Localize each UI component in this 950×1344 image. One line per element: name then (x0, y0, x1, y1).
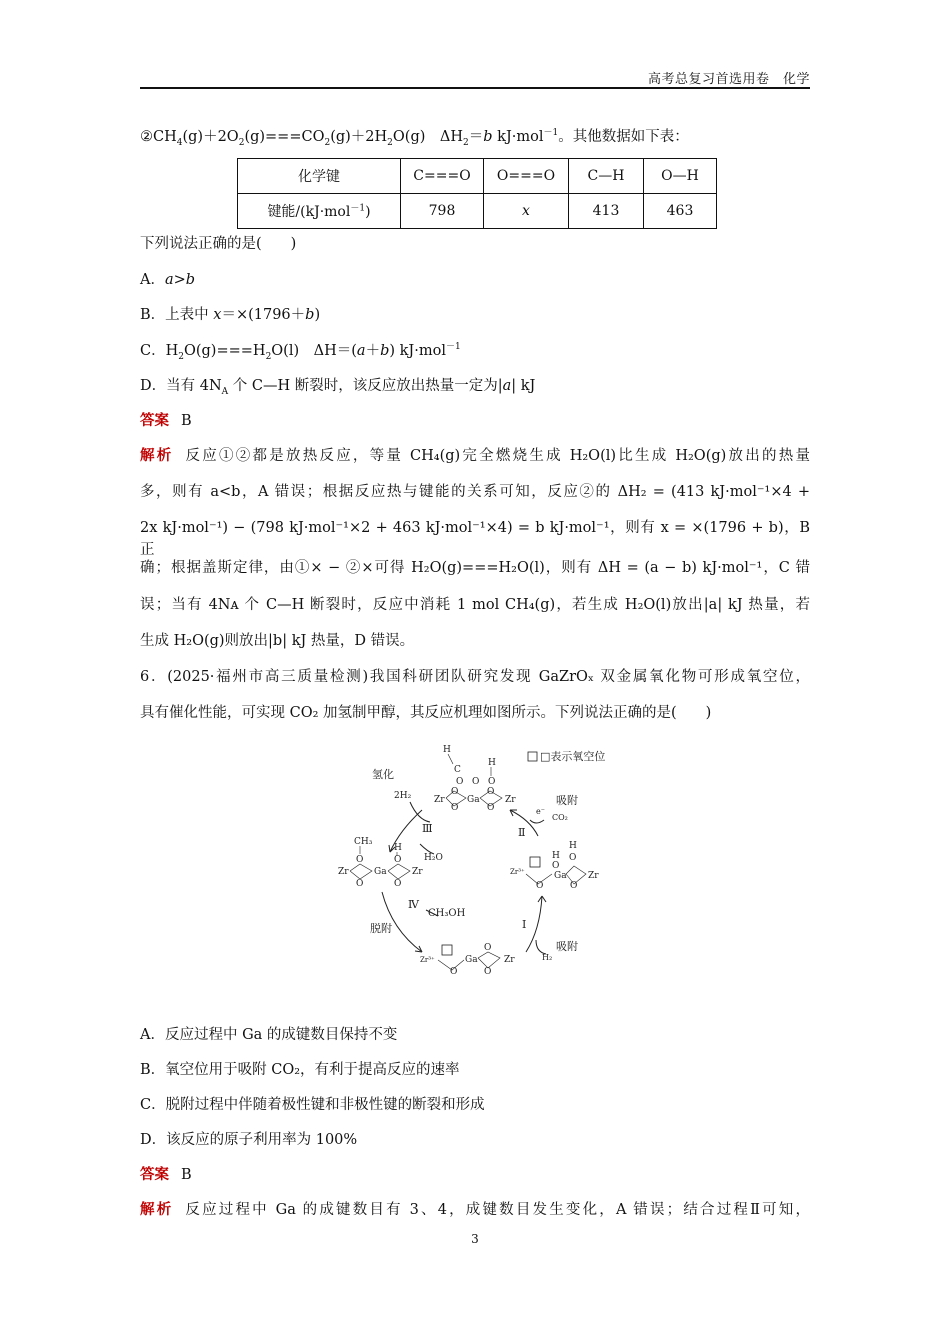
svg-text:Zr: Zr (412, 867, 423, 877)
svg-text:Ga: Ga (374, 867, 387, 877)
svg-text:Zr: Zr (588, 871, 599, 881)
svg-text:Zr³⁺: Zr³⁺ (510, 868, 525, 876)
right-structure (510, 841, 599, 891)
svg-text:O: O (456, 777, 464, 787)
svg-text:O: O (484, 943, 492, 953)
option-a: A．a>b (140, 272, 196, 288)
svg-text:O: O (552, 861, 560, 871)
h2-reagent-label-2: H₂ (542, 953, 553, 962)
svg-text:Zr: Zr (504, 955, 515, 965)
svg-text:O: O (570, 881, 578, 891)
svg-text:Zr: Zr (338, 867, 349, 877)
svg-text:O: O (451, 803, 459, 813)
equation-2: $②CH_4(g)+2O_2(g)===CO_2(g)+2H_2O(g)$ $\Delta H_2=b$ kJ·mol$^{-1}$。其他数据如下表： (140, 128, 689, 148)
svg-text:H: H (552, 851, 560, 861)
step-2-label: Ⅱ (518, 826, 526, 839)
svg-text:O: O (472, 777, 480, 787)
svg-text:H: H (443, 745, 451, 755)
reaction-mechanism-diagram (330, 740, 630, 990)
step-4-label: Ⅳ (408, 898, 419, 911)
table-cell: 463 (644, 194, 717, 229)
methanol-product-label: CH₃OH (428, 908, 466, 919)
table-header-cell: C===O (401, 159, 484, 194)
svg-text:Zr: Zr (505, 795, 516, 805)
svg-text:O: O (451, 787, 459, 797)
q6-option-d: D．该反应的原子利用率为 100% (140, 1132, 358, 1148)
q6-option-a: A．反应过程中 Ga 的成键数目保持不变 (140, 1027, 398, 1043)
svg-text:O: O (569, 853, 577, 863)
svg-text:H: H (488, 758, 496, 768)
explanation-5-line-1: 解析 反应①②都是放热反应，等量 CH₄(g)完全燃烧生成 H₂O(l)比生成 H₂O(g)放出的热量 (140, 447, 811, 464)
svg-text:H: H (569, 841, 577, 851)
step-1-label: Ⅰ (522, 918, 527, 931)
explanation-5-line-3: 2x kJ·mol⁻¹) − (798 kJ·mol⁻¹×2 + 463 kJ·mol⁻¹×4) = b kJ·mol⁻¹，则有 x = ×(1796 + b)，B 正 (140, 520, 810, 558)
table-cell: x (484, 194, 569, 229)
electron-label: e⁻ (536, 807, 545, 816)
page-header: 高考总复习首选用卷 化学 (647, 72, 810, 87)
svg-text:O: O (536, 881, 544, 891)
cycle-arrows (382, 802, 546, 954)
svg-text:O: O (487, 787, 495, 797)
explanation-5-line-4: 确；根据盖斯定律，由①× − ②×可得 H₂O(g)===H₂O(l)，则有 ΔH = (a − b) kJ·mol⁻¹，C 错 (140, 560, 810, 576)
option-d: D．当有 $4N_A$ 个 C—H 断裂时，该反应放出热量一定为|a| kJ (140, 378, 536, 397)
adsorption-label-2: 吸附 (556, 940, 578, 953)
option-c: C．$H_2O(g)===H_2O(l)$ ΔH＝(a＋b) kJ·mol$^{-1}$ (140, 342, 461, 362)
svg-text:C: C (454, 765, 461, 775)
table-cell: 413 (569, 194, 644, 229)
svg-text:Ga: Ga (465, 955, 478, 965)
table-header-cell: C—H (569, 159, 644, 194)
table-header-cell: 化学键 (238, 159, 401, 194)
svg-text:Zr: Zr (434, 795, 445, 805)
top-structure (434, 745, 516, 813)
left-structure (338, 837, 423, 889)
svg-text:Ga: Ga (554, 871, 567, 881)
explanation-5-line-6: 生成 H₂O(g)则放出|b| kJ 热量，D 错误。 (140, 633, 415, 649)
table-row-label: 键能/(kJ·mol$^{-1}$) (238, 194, 401, 229)
vacancy-legend-icon (528, 752, 537, 761)
bond-energy-table (237, 158, 717, 229)
svg-text:O: O (487, 803, 495, 813)
explanation-6-line-1: 解析 反应过程中 Ga 的成键数目有 3、4，成键数目发生变化，A 错误；结合过程Ⅱ可知， (140, 1201, 810, 1218)
svg-text:Ga: Ga (467, 795, 480, 805)
answer-6: 答案 B (140, 1166, 192, 1183)
table-row (238, 194, 717, 229)
co2-reagent-label: CO₂ (552, 813, 568, 822)
adsorption-label-1: 吸附 (556, 794, 578, 807)
svg-text:O: O (356, 855, 364, 865)
hydrogenation-label: 氢化 (372, 768, 394, 781)
svg-text:O: O (488, 777, 496, 787)
explanation-5-line-2: 多，则有 a<b，A 错误；根据反应热与键能的关系可知，反应②的 ΔH₂ = (413 kJ·mol⁻¹×4 + (140, 484, 810, 500)
explanation-5-line-5: 误；当有 4Nᴀ 个 C—H 断裂时，反应中消耗 1 mol CH₄(g)，若生成 H₂O(l)放出|a| kJ 热量，若 (140, 597, 810, 613)
svg-text:O: O (484, 967, 492, 977)
table-cell: 798 (401, 194, 484, 229)
water-product-label: H₂O (424, 853, 443, 863)
svg-text:Zr³⁺: Zr³⁺ (420, 956, 435, 964)
svg-text:CH₃: CH₃ (354, 837, 373, 847)
table-header-cell: O—H (644, 159, 717, 194)
svg-text:O: O (450, 967, 458, 977)
step-3-label: Ⅲ (422, 822, 433, 835)
svg-text:O: O (394, 855, 402, 865)
svg-text:H: H (394, 843, 402, 853)
q6-option-c: C．脱附过程中伴随着极性键和非极性键的断裂和形成 (140, 1097, 485, 1113)
svg-text:O: O (356, 879, 364, 889)
table-header-row (238, 159, 717, 194)
legend-text: □表示氧空位 (540, 750, 606, 763)
svg-text:O: O (394, 879, 402, 889)
question-stem: 下列说法正确的是( ) (140, 236, 297, 252)
option-b: B．上表中 x＝×(1796＋b) (140, 307, 321, 323)
bottom-structure (420, 943, 515, 977)
answer-5: 答案 B (140, 412, 192, 429)
question-6-line-1: 6．(2025·福州市高三质量检测)我国科研团队研究发现 GaZrOₓ 双金属氧化物可形成氧空位， (140, 669, 810, 685)
desorption-label: 脱附 (370, 922, 392, 935)
header-rule (140, 87, 810, 89)
page-number: 3 (471, 1232, 479, 1246)
h2-reagent-label: 2H₂ (394, 791, 412, 801)
table-header-cell: O===O (484, 159, 569, 194)
arrow-step-1 (526, 896, 542, 952)
q6-option-b: B．氧空位用于吸附 CO₂，有利于提高反应的速率 (140, 1062, 460, 1078)
question-6-line-2: 具有催化性能，可实现 CO₂ 加氢制甲醇，其反应机理如图所示。下列说法正确的是( ) (140, 705, 712, 721)
